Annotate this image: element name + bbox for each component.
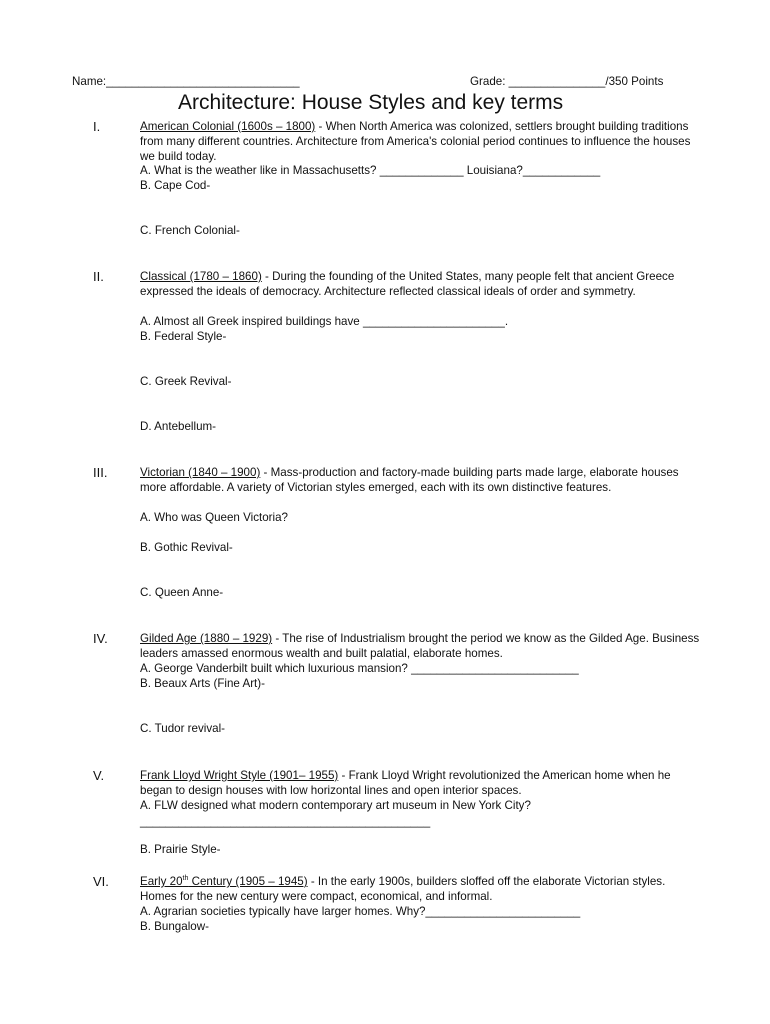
section-numeral-5: V. xyxy=(93,768,105,783)
question-3a: A. Who was Queen Victoria? xyxy=(140,511,289,524)
question-4a: A. George Vanderbilt built which luxurious mansion? __________________________ xyxy=(140,662,579,675)
section-text-3: - Mass-production and factory-made building parts made large, elaborate houses more affordable. A variety of Victorian styles emerged, each with its own distinctive features. xyxy=(140,466,679,494)
section-intro-4 xyxy=(140,632,700,662)
question-2a: A. Almost all Greek inspired buildings have ______________________. xyxy=(140,315,509,328)
page-title: Architecture: House Styles and key terms xyxy=(178,91,564,114)
section-heading-6-sup: th xyxy=(182,875,189,883)
term-french-colonial: C. French Colonial- xyxy=(140,224,240,237)
section-text-4: - The rise of Industrialism brought the period we know as the Gilded Age. Business leaders amassed enormous wealth and built palatial, elaborate homes. xyxy=(140,632,700,660)
term-federal-style: B. Federal Style- xyxy=(140,330,227,343)
section-heading-2: Classical (1780 – 1860) xyxy=(140,270,262,283)
section-heading-1: American Colonial (1600s – 1800) xyxy=(140,120,316,133)
term-beaux-arts: B. Beaux Arts (Fine Art)- xyxy=(140,677,265,690)
section-heading-4: Gilded Age (1880 – 1929) xyxy=(140,632,273,645)
section-intro-5 xyxy=(140,769,700,799)
section-intro-6 xyxy=(140,875,700,905)
term-cape-cod: B. Cape Cod- xyxy=(140,179,211,192)
term-tudor-revival: C. Tudor revival- xyxy=(140,722,226,735)
section-numeral-4: IV. xyxy=(93,631,108,646)
name-field-label: Name:______________________________ xyxy=(72,75,300,88)
grade-field-label: Grade: _______________/350 Points xyxy=(470,75,664,88)
term-queen-anne: C. Queen Anne- xyxy=(140,586,224,599)
section-text-5: - Frank Lloyd Wright revolutionized the American home when he began to design houses with low horizontal lines and open interior spaces. xyxy=(140,769,671,797)
question-6a: A. Agrarian societies typically have larger homes. Why?________________________ xyxy=(140,905,581,918)
section-heading-5: Frank Lloyd Wright Style (1901– 1955) xyxy=(140,769,339,782)
section-heading-6-post: Century (1905 – 1945) xyxy=(188,875,308,888)
section-heading-6 xyxy=(140,875,308,888)
term-greek-revival: C. Greek Revival- xyxy=(140,375,232,388)
term-antebellum: D. Antebellum- xyxy=(140,420,217,433)
term-prairie-style: B. Prairie Style- xyxy=(140,843,221,856)
question-1a: A. What is the weather like in Massachusetts? _____________ Louisiana?____________ xyxy=(140,164,601,177)
section-numeral-3: III. xyxy=(93,465,108,480)
section-numeral-6: VI. xyxy=(93,874,109,889)
section-heading-3: Victorian (1840 – 1900) xyxy=(140,466,261,479)
section-numeral-2: II. xyxy=(93,269,104,284)
section-text-2: - During the founding of the United States, many people felt that ancient Greece expressed the ideals of democracy. Architecture reflected classical ideals of order and symmetry. xyxy=(140,270,675,298)
section-intro-2 xyxy=(140,270,700,300)
section-numeral-1: I. xyxy=(93,119,101,134)
section-intro-1 xyxy=(140,120,700,164)
section-text-1: - When North America was colonized, settlers brought building traditions from many different countries. Architecture from America's colonial period continues to influence the houses we build today. xyxy=(140,120,691,163)
section-heading-6-pre: Early 20 xyxy=(140,875,183,888)
question-5a: A. FLW designed what modern contemporary art museum in New York City? xyxy=(140,799,531,812)
answer-line-5a: _____________________________________________ xyxy=(140,815,431,828)
term-gothic-revival: B. Gothic Revival- xyxy=(140,541,233,554)
section-intro-3 xyxy=(140,466,700,496)
section-text-6: - In the early 1900s, builders sloffed off the elaborate Victorian styles. Homes for the new century were compact, economical, and informal. xyxy=(140,875,666,903)
term-bungalow: B. Bungalow- xyxy=(140,920,209,933)
